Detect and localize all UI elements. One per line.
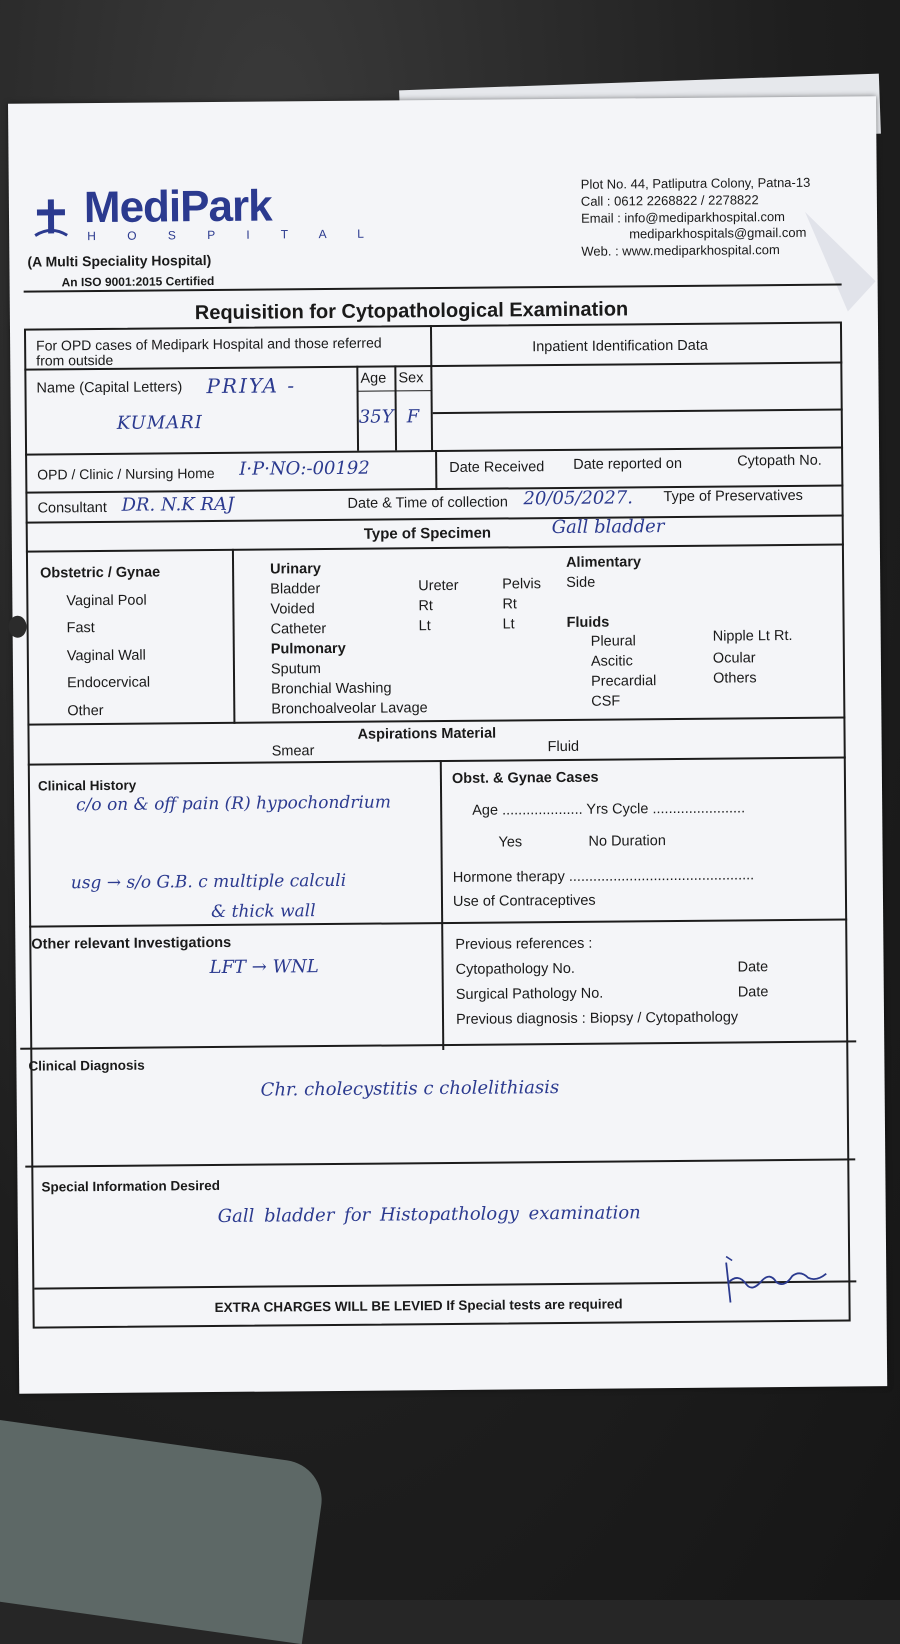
- obs-item: Vaginal Pool: [66, 592, 147, 610]
- ureter-rt: Rt: [418, 598, 433, 615]
- no-duration-label: No Duration: [588, 833, 666, 850]
- pelvis-label: Pelvis: [502, 576, 541, 593]
- extra-item: Others: [712, 670, 757, 687]
- punch-hole: [8, 616, 26, 638]
- preservatives-label: Type of Preservatives: [663, 487, 803, 506]
- hormone-line: Hormone therapy ..............................................: [452, 867, 755, 886]
- footer-notice: EXTRA CHARGES WILL BE LEVIED If Special tests are required: [214, 1296, 623, 1316]
- surgical-pathology-label: Surgical Pathology No.: [455, 985, 604, 1003]
- hospital-email: Email : info@mediparkhospital.com: [580, 209, 786, 226]
- pelvis-lt: Lt: [502, 616, 515, 633]
- alimentary-heading: Alimentary: [565, 554, 642, 571]
- hospital-sub: H O S P I T A L: [87, 226, 378, 244]
- doctor-signature: [718, 1252, 839, 1313]
- pulmonary-item: Bronchial Washing: [271, 680, 392, 698]
- age-value: 35Y: [358, 406, 394, 428]
- date-label: Date: [737, 959, 769, 976]
- special-info-label: Special Information Desired: [41, 1177, 221, 1195]
- sex-label: Sex: [398, 370, 424, 387]
- obs-item: Other: [67, 702, 104, 720]
- collection-value: 20/05/2027.: [523, 487, 634, 510]
- obs-item: Vaginal Wall: [66, 647, 146, 665]
- name-value-first: PRIYA -: [206, 373, 297, 399]
- fluid-item: Ascitic: [590, 653, 633, 670]
- other-investigations-value: LFT → WNL: [209, 956, 319, 979]
- opd-note: For OPD cases of Medipark Hospital and those referred from outside: [36, 334, 382, 369]
- sex-value: F: [406, 406, 420, 428]
- clinical-history-line: usg → s/o G.B. c multiple calculi: [70, 870, 347, 894]
- ureter-label: Ureter: [418, 577, 459, 595]
- fluid-item: Precardial: [591, 673, 657, 690]
- hospital-address: Plot No. 44, Patliputra Colony, Patna-13: [580, 174, 811, 192]
- fluid-item: Pleural: [590, 633, 636, 650]
- clinical-history-line: & thick wall: [210, 901, 316, 923]
- opd-value: I·P·NO:-00192: [239, 457, 370, 480]
- contraceptives-label: Use of Contraceptives: [452, 892, 596, 910]
- col-divider: [435, 450, 437, 490]
- name-label: Name (Capital Letters): [36, 379, 183, 397]
- ureter-lt: Lt: [418, 618, 431, 635]
- urinary-heading: Urinary: [270, 561, 321, 578]
- form-title: Requisition for Cytopathological Examination: [194, 298, 629, 325]
- fluids-heading: Fluids: [566, 614, 610, 631]
- collection-label: Date & Time of collection: [347, 494, 508, 512]
- specimen-title: Type of Specimen: [363, 524, 492, 543]
- clinical-diagnosis-label: Clinical Diagnosis: [28, 1057, 145, 1074]
- clinical-history-line: c/o on & off pain (R) hypochondrium: [76, 792, 392, 816]
- hospital-name: MediPark: [83, 181, 272, 233]
- extra-item: Ocular: [712, 650, 756, 667]
- age-label: Age: [360, 370, 387, 387]
- other-investigations-label: Other relevant Investigations: [31, 934, 232, 953]
- pulmonary-item: Sputum: [270, 661, 322, 678]
- obs-cases-heading: Obst. & Gynae Cases: [451, 769, 599, 787]
- folded-corner: [805, 211, 876, 312]
- extra-item: Nipple Lt Rt.: [712, 627, 793, 645]
- obs-item: Endocervical: [67, 674, 151, 692]
- previous-diagnosis-label: Previous diagnosis : Biopsy / Cytopathology: [455, 1009, 739, 1028]
- hospital-logo-icon: [31, 195, 71, 241]
- yes-label: Yes: [498, 834, 523, 851]
- name-value-last: KUMARI: [116, 412, 203, 434]
- hospital-phone: Call : 0612 2268822 / 2278822: [580, 192, 759, 209]
- urinary-item: Catheter: [270, 621, 327, 638]
- urinary-item: Voided: [270, 601, 315, 618]
- clinical-history-label: Clinical History: [37, 777, 137, 794]
- pulmonary-heading: Pulmonary: [270, 640, 346, 658]
- iso-certification: An ISO 9001:2015 Certified: [61, 273, 215, 290]
- obs-item: Fast: [66, 620, 95, 637]
- cytopath-no-label: Cytopath No.: [737, 452, 822, 470]
- inpatient-id-label: Inpatient Identification Data: [532, 337, 708, 356]
- obs-gynae-heading: Obstetric / Gynae: [40, 564, 161, 582]
- opd-label: OPD / Clinic / Nursing Home: [37, 464, 215, 483]
- aspirations-heading: Aspirations Material: [357, 725, 497, 743]
- fluid-item: CSF: [591, 693, 621, 710]
- hospital-email-2: mediparkhospitals@gmail.com: [629, 224, 807, 242]
- pulmonary-item: Bronchoalveolar Lavage: [271, 700, 428, 718]
- date-received-label: Date Received: [449, 459, 545, 476]
- consultant-label: Consultant: [37, 499, 107, 517]
- age-cycle-line: Age .................... Yrs Cycle .......................: [472, 800, 746, 819]
- date-reported-label: Date reported on: [573, 455, 683, 473]
- smear-label: Smear: [271, 743, 315, 760]
- urinary-item: Bladder: [270, 581, 321, 598]
- requisition-form-paper: [8, 96, 887, 1394]
- date-label: Date: [737, 984, 769, 1001]
- cytopathology-no-label: Cytopathology No.: [455, 960, 575, 978]
- special-info-value: Gall bladder for Histopathology examination: [217, 1202, 641, 1227]
- specimen-value: Gall bladder: [551, 516, 665, 539]
- hospital-website: Web. : www.mediparkhospital.com: [581, 242, 780, 259]
- previous-references-label: Previous references :: [455, 935, 593, 953]
- fluid-label: Fluid: [547, 738, 580, 756]
- pelvis-rt: Rt: [502, 596, 517, 613]
- side-label: Side: [566, 574, 596, 591]
- hospital-tagline: (A Multi Speciality Hospital): [27, 252, 212, 270]
- consultant-value: DR. N.K RAJ: [121, 493, 235, 516]
- clinical-diagnosis-value: Chr. cholecystitis c cholelithiasis: [260, 1077, 560, 1101]
